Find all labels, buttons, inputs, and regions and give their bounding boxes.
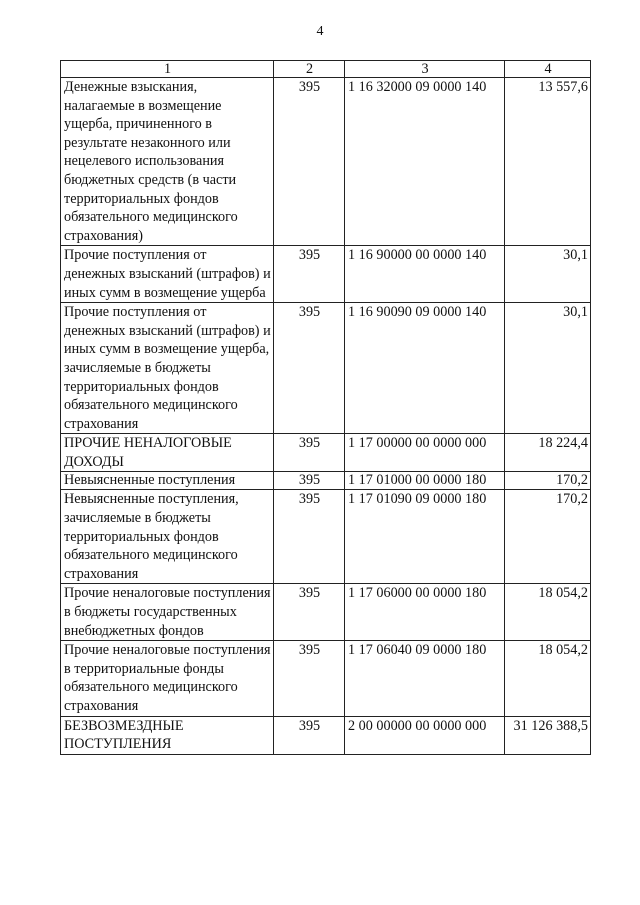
revenue-name-cell: Прочие неналоговые поступления в бюджеты государственных внебюджетных фондов: [61, 584, 274, 641]
table-row: [61, 434, 591, 472]
column-header-3: 3: [345, 61, 505, 78]
admin-code-cell: 395: [274, 641, 345, 716]
budget-code-cell: 1 16 90090 09 0000 140: [345, 303, 505, 434]
budget-code-cell: 1 17 06000 00 0000 180: [345, 584, 505, 641]
table-row: [61, 78, 591, 246]
table-row: [61, 472, 591, 490]
column-header-2: 2: [274, 61, 345, 78]
budget-code-cell: 1 17 06040 09 0000 180: [345, 641, 505, 716]
table-row: [61, 303, 591, 434]
table-row: [61, 246, 591, 303]
revenue-name-cell: Прочие поступления от денежных взысканий (штрафов) и иных сумм в возмещение ущерба, зачисляемые в бюджеты территориальных фондов обязательного медицинского страхования: [61, 303, 274, 434]
amount-cell: 170,2: [505, 472, 591, 490]
amount-cell: 18 224,4: [505, 434, 591, 472]
table-row: [61, 490, 591, 584]
column-header-4: 4: [505, 61, 591, 78]
admin-code-cell: 395: [274, 434, 345, 472]
admin-code-cell: 395: [274, 584, 345, 641]
budget-code-cell: 1 17 00000 00 0000 000: [345, 434, 505, 472]
budget-code-cell: 1 16 90000 00 0000 140: [345, 246, 505, 303]
revenue-name-cell: Невыясненные поступления: [61, 472, 274, 490]
column-header-1: 1: [61, 61, 274, 78]
table-header-row: [61, 61, 591, 78]
revenue-name-cell: Прочие поступления от денежных взысканий (штрафов) и иных сумм в возмещение ущерба: [61, 246, 274, 303]
amount-cell: 30,1: [505, 246, 591, 303]
budget-code-cell: 1 16 32000 09 0000 140: [345, 78, 505, 246]
budget-code-cell: 1 17 01090 09 0000 180: [345, 490, 505, 584]
admin-code-cell: 395: [274, 303, 345, 434]
amount-cell: 31 126 388,5: [505, 716, 591, 754]
revenue-name-cell: ПРОЧИЕ НЕНАЛОГОВЫЕ ДОХОДЫ: [61, 434, 274, 472]
revenue-name-cell: БЕЗВОЗМЕЗДНЫЕ ПОСТУПЛЕНИЯ: [61, 716, 274, 754]
table-row: [61, 584, 591, 641]
amount-cell: 18 054,2: [505, 641, 591, 716]
table-row: [61, 641, 591, 716]
admin-code-cell: 395: [274, 246, 345, 303]
amount-cell: 170,2: [505, 490, 591, 584]
amount-cell: 18 054,2: [505, 584, 591, 641]
budget-code-cell: 2 00 00000 00 0000 000: [345, 716, 505, 754]
revenue-name-cell: Прочие неналоговые поступления в территориальные фонды обязательного медицинского страхования: [61, 641, 274, 716]
amount-cell: 13 557,6: [505, 78, 591, 246]
budget-revenue-table: [60, 60, 591, 755]
revenue-name-cell: Денежные взыскания, налагаемые в возмещение ущерба, причиненного в результате незаконного или нецелевого использования бюджетных средств (в части территориальных фондов обязательного медицинского страхования): [61, 78, 274, 246]
admin-code-cell: 395: [274, 78, 345, 246]
revenue-name-cell: Невыясненные поступления, зачисляемые в бюджеты территориальных фондов обязательного медицинского страхования: [61, 490, 274, 584]
page-number: 4: [316, 24, 324, 39]
amount-cell: 30,1: [505, 303, 591, 434]
admin-code-cell: 395: [274, 490, 345, 584]
table-row: [61, 716, 591, 754]
admin-code-cell: 395: [274, 472, 345, 490]
admin-code-cell: 395: [274, 716, 345, 754]
budget-code-cell: 1 17 01000 00 0000 180: [345, 472, 505, 490]
